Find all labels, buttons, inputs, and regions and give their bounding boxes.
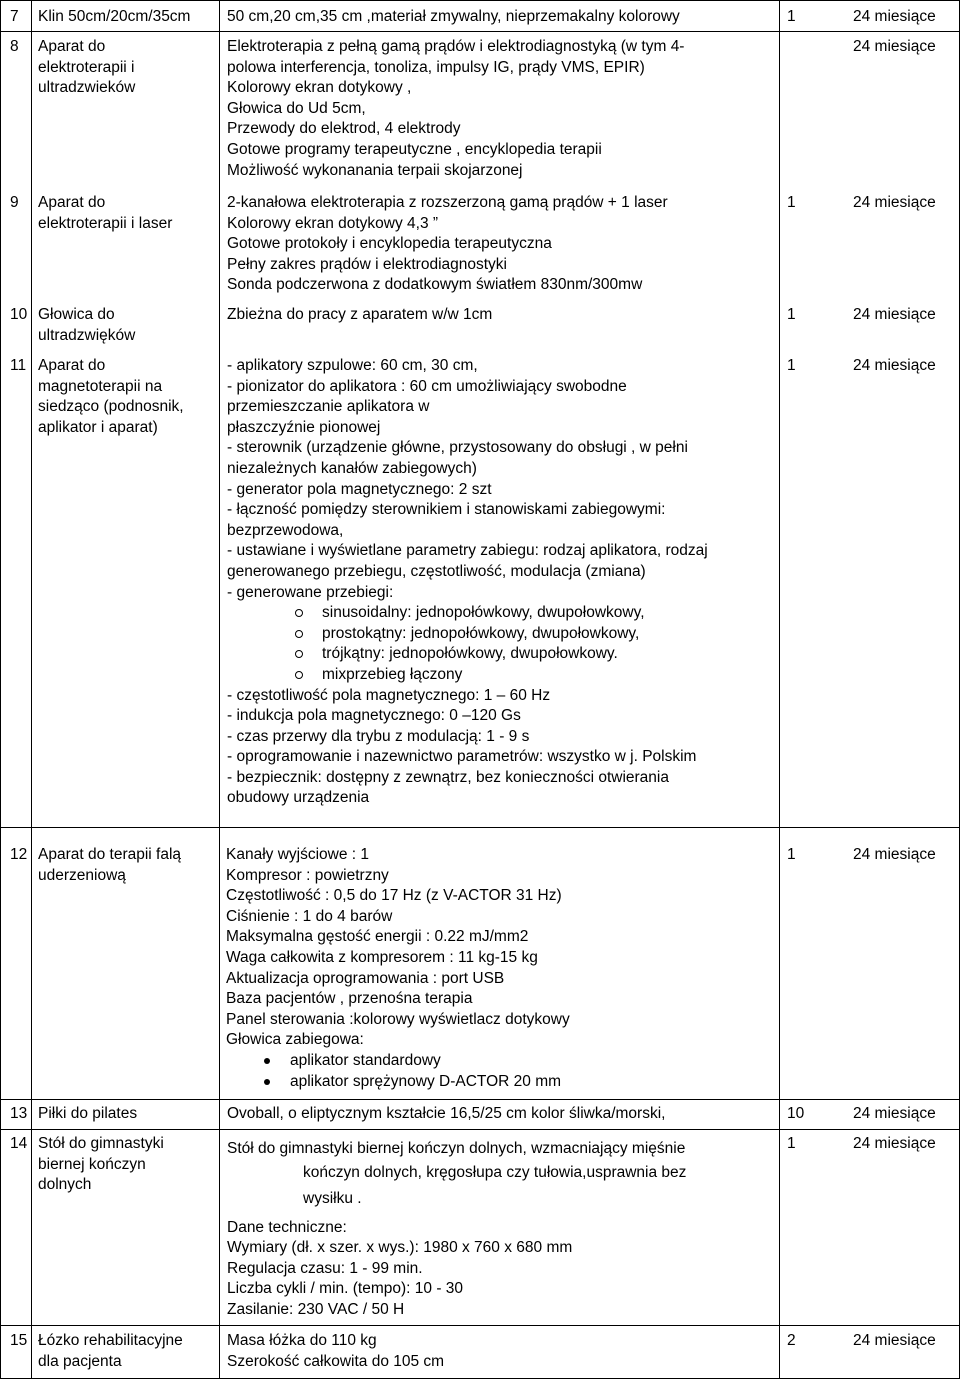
item-name: Łózko rehabilitacyjne dla pacjenta [38,1332,183,1370]
item-name: Stół do gimnastyki biernej kończyn dolnych [38,1135,164,1194]
item-description: Masa łóżka do 110 kg Szerokość całkowita do 105 cm [227,1332,445,1370]
table-border-left [0,0,1,1379]
item-quantity: 10 [787,1105,805,1122]
item-quantity: 1 [787,306,796,323]
row-number: 9 [10,194,19,211]
row-number: 13 [10,1105,28,1122]
item-description: Kanały wyjściowe : 1 Kompresor : powietrzny Częstotliwość : 0,5 do 17 Hz (z V-ACTOR 31 Hz) Ciśnienie : 1 do 4 barów Maksymalna gęstość energii : 0.22 mJ/mm2 Waga całkowita z kompresorem : 11 kg-15 kg Aktualizacja oprogramowania : port USB Baza pacjentów , przenośna terapia Panel sterowania :kolorowy wyświetlacz dotykowy Głowica zabiegowa: aplikator standardowy aplikator sprężynowy D-ACTOR 20 mm [226,845,786,1092]
item-description: Stół do gimnastyki biernej kończyn dolnych, wzmacniający mięśnie kończyn dolnych, kręgosłupa czy tułowia,usprawnia bez wysiłku . Dane techniczne: Wymiary (dł. x szer. x wys.): 1980 x 760 x 680 mm Regulacja czasu: 1 - 99 min. Liczba cykli / min. (tempo): 10 - 30 Zasilanie: 230 VAC / 50 H [227,1140,687,1318]
item-warranty: 24 miesiące [853,1105,936,1122]
head-list-item: aplikator sprężynowy D-ACTOR 20 mm [226,1072,786,1093]
item-name: Klin 50cm/20cm/35cm [38,8,191,25]
waveform-list-item: trójkątny: jednopołówkowy, dwupołowkowy. [227,644,787,665]
row-number: 8 [10,38,19,55]
row-divider [0,1325,960,1326]
head-list-item: aplikator standardowy [226,1051,786,1072]
row-divider [0,1129,960,1130]
waveform-list-item: mixprzebieg łączony [227,665,787,686]
item-description: - aplikatory szpulowe: 60 cm, 30 cm, - pionizator do aplikatora : 60 cm umożliwiający swobodne przemieszczanie aplikatora w płaszczyźnie pionowej - sterownik (urządzenie główne, przystosowany do obsługi , w pełni niezależnych kanałów zabiegowych) - generator pola magnetycznego: 2 szt - łączność pomiędzy sterownikiem i stanowiskami zabiegowymi: bezprzewodowa, - ustawiane i wyświetlane parametry zabiegu: rodzaj aplikatora, rodzaj generowanego przebiegu, częstotliwość, modulacja (zmiana) - generowane przebiegi: sinusoidalny: jednopołówkowy, dwupołowkowy, prostokątny: jednopołówkowy, dwupołowkowy, trójkątny: jednopołówkowy, dwupołowkowy. mixprzebieg łączony - częstotliwość pola magnetycznego: 1 – 60 Hz - indukcja pola magnetycznego: 0 –120 Gs - czas przerwy dla trybu z modulacją: 1 - 9 s - oprogramowanie i nazewnictwo parametrów: wszystko w j. Polskim - bezpiecznik: dostępny z zewnątrz, bez konieczności otwierania obudowy urządzenia [227,356,787,809]
item-quantity: 2 [787,1332,796,1349]
item-warranty: 24 miesiące [853,1135,936,1152]
item-warranty: 24 miesiące [853,38,936,55]
row-number: 15 [10,1332,28,1349]
item-description: Elektroterapia z pełną gamą prądów i elektrodiagnostyką (w tym 4- polowa interferencja, tonoliza, impulsy IG, prądy VMS, EPIR) Kolorowy ekran dotykowy , Głowica do Ud 5cm, Przewody do elektrod, 4 elektrody Gotowe programy terapeutyczne , encyklopedia terapii Możliwość wykonanania terpaii skojarzonej [227,38,685,179]
waveform-list-item: sinusoidalny: jednopołówkowy, dwupołowkowy, [227,603,787,624]
item-warranty: 24 miesiące [853,1332,936,1349]
item-description: Ovoball, o eliptycznym kształcie 16,5/25 cm kolor śliwka/morski, [227,1105,666,1122]
row-divider [0,31,960,32]
column-divider [31,0,32,1379]
column-divider [219,0,220,1379]
item-quantity: 1 [787,194,796,211]
item-warranty: 24 miesiące [853,8,936,25]
item-name: Piłki do pilates [38,1105,138,1122]
item-name: Głowica do ultradzwięków [38,306,136,344]
item-warranty: 24 miesiące [853,194,936,211]
row-number: 7 [10,8,19,25]
item-name: Aparat do magnetoterapii na siedząco (podnosnik, aplikator i aparat) [38,357,184,436]
item-name: Aparat do elektroterapii i ultradzwieków [38,38,136,97]
row-divider [0,827,960,828]
row-number: 11 [10,357,27,374]
item-quantity: 1 [787,8,796,25]
item-name: Aparat do terapii falą uderzeniową [38,846,182,884]
waveform-list-item: prostokątny: jednopołówkowy, dwupołowkowy, [227,624,787,645]
item-quantity: 1 [787,846,796,863]
row-divider [0,1099,960,1100]
item-warranty: 24 miesiące [853,846,936,863]
table-row [0,0,960,31]
item-quantity: 1 [787,357,796,374]
item-warranty: 24 miesiące [853,357,936,374]
item-description: Zbieżna do pracy z aparatem w/w 1cm [227,306,493,323]
item-name: Aparat do elektroterapii i laser [38,194,173,232]
row-number: 10 [10,306,28,323]
item-description: 2-kanałowa elektroterapia z rozszerzoną gamą prądów + 1 laser Kolorowy ekran dotykowy 4,3 ” Gotowe protokoły i encyklopedia terapeutyczna Pełny zakres prądów i elektrodiagnostyki Sonda podczerwona z dodatkowym światłem 830nm/300mw [227,194,668,294]
item-warranty: 24 miesiące [853,306,936,323]
row-number: 14 [10,1135,28,1152]
item-description: 50 cm,20 cm,35 cm ,materiał zmywalny, nieprzemakalny kolorowy [227,8,680,25]
item-quantity: 1 [787,1135,796,1152]
row-number: 12 [10,846,28,863]
